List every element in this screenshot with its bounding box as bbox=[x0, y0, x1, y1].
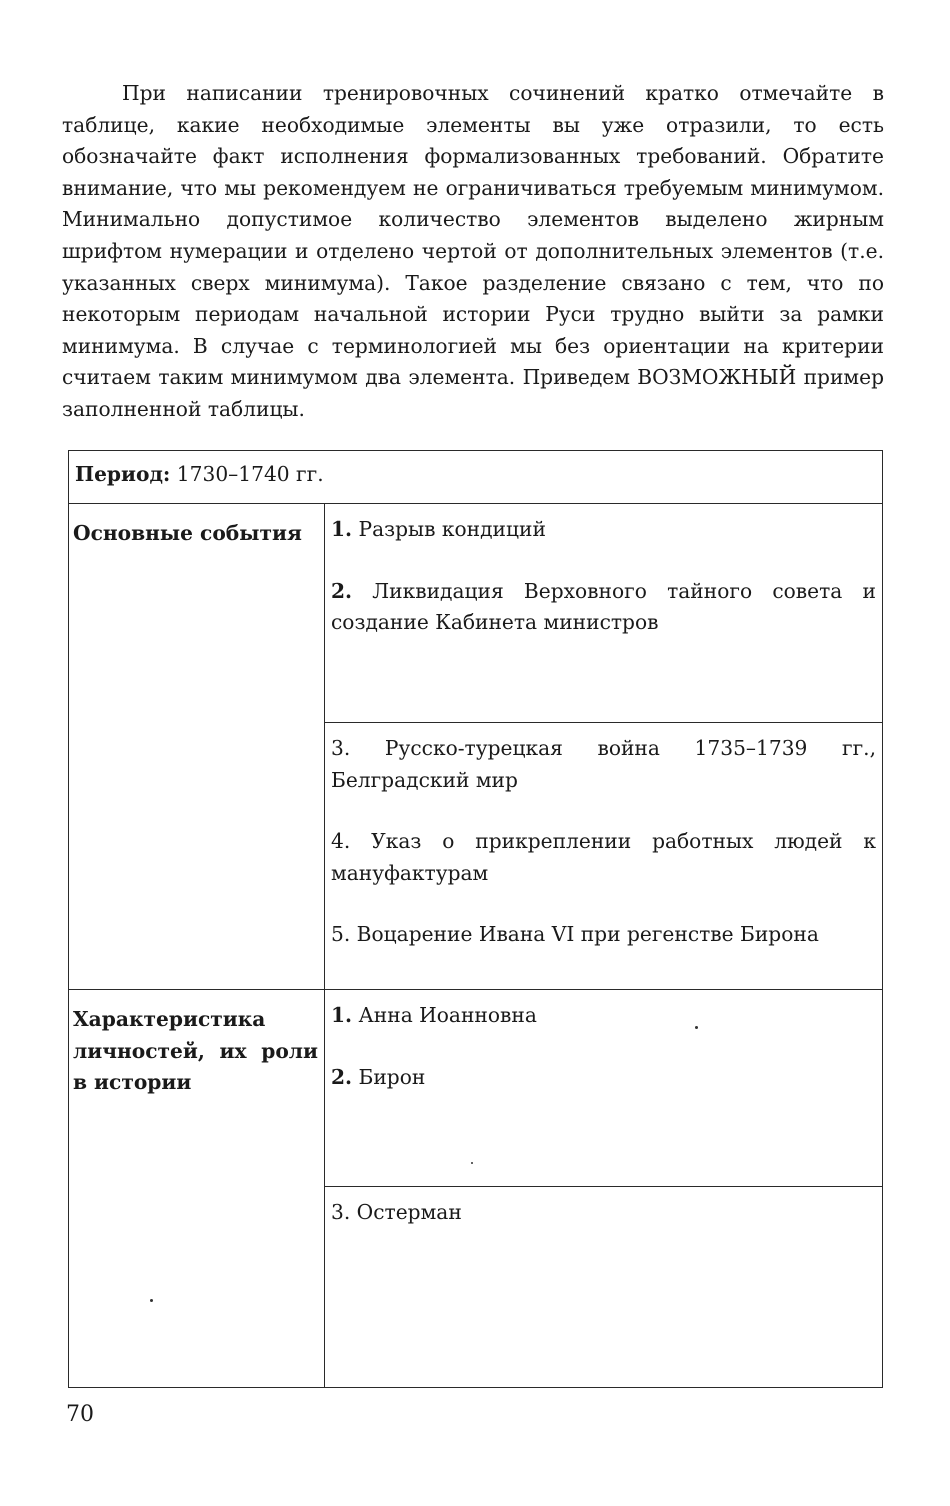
person-item bbox=[331, 1062, 876, 1094]
events-label: Основные события bbox=[69, 504, 325, 990]
event-item-number: 5. bbox=[331, 922, 351, 947]
person-item-number: 3. bbox=[331, 1200, 351, 1224]
page-number: 70 bbox=[66, 1402, 94, 1427]
person-item-number: 2. bbox=[331, 1064, 353, 1089]
event-item-text: Указ о прикреплении работных людей к мануфактурам bbox=[331, 829, 876, 885]
events-required-cell bbox=[325, 504, 883, 723]
period-cell bbox=[69, 451, 883, 504]
event-item bbox=[331, 919, 876, 951]
event-item bbox=[331, 576, 876, 639]
event-item-number: 2. bbox=[331, 578, 353, 603]
period-value: 1730–1740 гг. bbox=[170, 462, 324, 486]
persons-row-required bbox=[69, 990, 883, 1187]
person-item bbox=[331, 1000, 876, 1032]
persons-label: Характеристика личностей, их роли в истории bbox=[69, 990, 325, 1388]
events-additional-cell bbox=[325, 723, 883, 990]
period-table bbox=[68, 450, 883, 1388]
event-item-text: Разрыв кондиций bbox=[352, 517, 546, 541]
intro-paragraph: При написании тренировочных сочинений кратко отмечайте в таблице, какие необходимые элементы вы уже отразили, то есть обозначайте факт исполнения формализованных требований. Обратите внимание, что мы рекомендуем не ограничиваться требуемым минимумом. Минимально допустимое количество элементов выделено жирным шрифтом нумерации и отделено чертой от дополнительных элементов (т.е. указанных сверх минимума). Такое разделение связано с тем, что по некоторым периодам начальной истории Руси трудно выйти за рамки минимума. В случае с терминологией мы без ориентации на критерии считаем таким минимумом два элемента. Приведем ВОЗМОЖНЫЙ пример заполненной таблицы. bbox=[62, 81, 884, 421]
scan-speck bbox=[471, 1162, 473, 1164]
persons-required-cell bbox=[325, 990, 883, 1187]
scan-speck bbox=[150, 1299, 153, 1302]
event-item bbox=[331, 826, 876, 889]
event-item-text: Воцарение Ивана VI при регенстве Бирона bbox=[350, 922, 819, 947]
person-item-text: Остерман bbox=[350, 1200, 462, 1224]
event-item-text: Ликвидация Верховного тайного совета и создание Кабинета министров bbox=[331, 578, 876, 635]
period-label: Период: bbox=[75, 462, 171, 486]
event-item-number: 1. bbox=[331, 517, 353, 541]
event-item bbox=[331, 514, 876, 546]
event-item-number: 4. bbox=[331, 829, 351, 854]
person-item-text: Бирон bbox=[352, 1064, 426, 1089]
person-item-number: 1. bbox=[331, 1003, 353, 1027]
person-item bbox=[331, 1197, 876, 1229]
persons-additional-cell bbox=[325, 1187, 883, 1388]
period-row bbox=[69, 451, 883, 504]
event-item-number: 3. bbox=[331, 736, 351, 760]
event-item-text: Русско-турецкая война 1735–1739 гг., Белградский мир bbox=[331, 736, 876, 792]
event-item bbox=[331, 733, 876, 796]
person-item-text: Анна Иоанновна bbox=[352, 1003, 537, 1027]
events-row-required bbox=[69, 504, 883, 723]
scan-speck bbox=[695, 1026, 698, 1029]
